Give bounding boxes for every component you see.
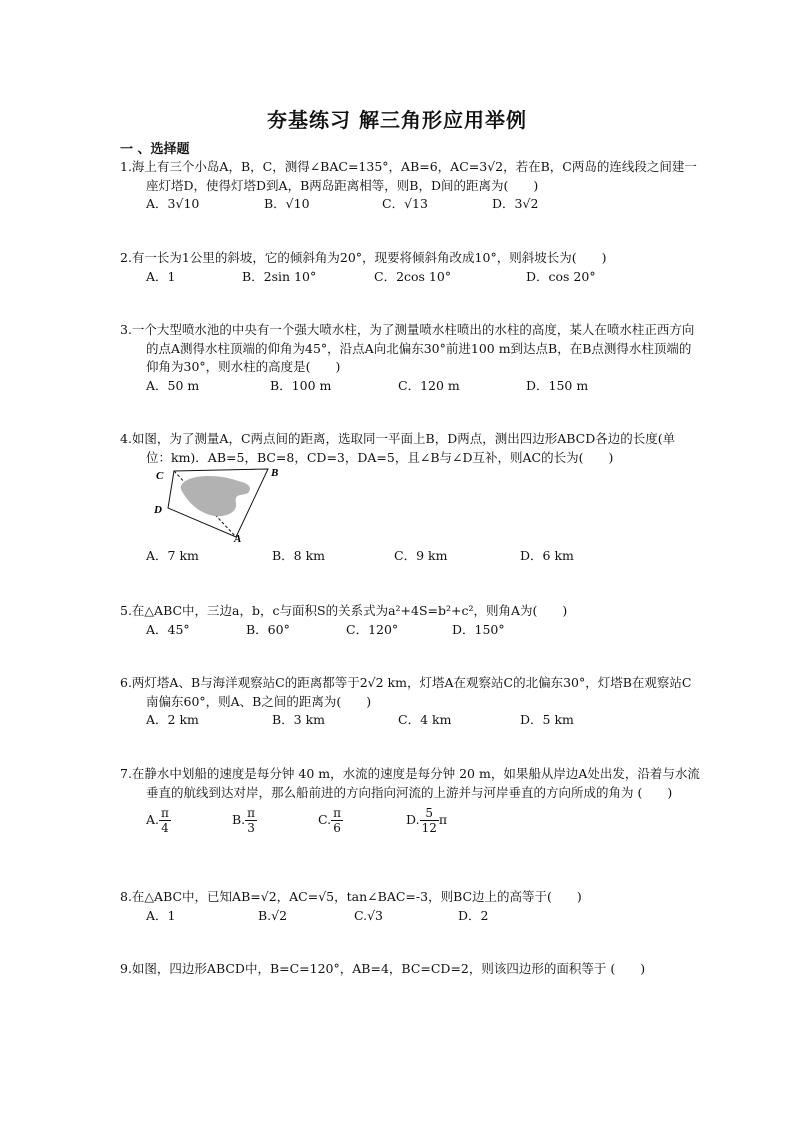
option-c: C.√3: [354, 907, 384, 923]
option-c: [318, 806, 343, 835]
fraction-numerator: π: [247, 806, 256, 820]
page-title: 夯基练习 解三角形应用举例: [267, 108, 527, 132]
options-row: [146, 377, 700, 395]
options-row: [146, 907, 700, 925]
section-heading: 一 、选择题: [120, 142, 190, 157]
option-a: A．1: [146, 268, 176, 284]
options-row: [146, 806, 700, 840]
label-b: B: [271, 467, 279, 479]
fraction-denominator: 12: [421, 821, 437, 835]
fraction-denominator: 3: [247, 821, 255, 835]
fraction: [245, 806, 257, 835]
question-stem: 8.在△ABC中，已知AB=√2，AC=√5，tan∠BAC=-3，则BC边上的高等于( ): [120, 889, 582, 904]
option-b: B.√2: [258, 907, 288, 923]
options-row: [146, 711, 700, 729]
question-stem: 3.一个大型喷水池的中央有一个强大喷水柱，为了测量喷水柱喷出的水柱的高度，某人在喷水柱正西方向的点A测得水柱顶端的仰角为45°，沿点A向北偏东30°前进100 m到达点B，在B点测得水柱顶端的仰角为30°，则水柱的高度是( ): [120, 322, 695, 374]
option-c: C．2cos 10°: [374, 268, 452, 284]
fraction: [331, 806, 343, 835]
options-row: [146, 621, 700, 639]
question-4-options: [120, 547, 700, 565]
option-d: [406, 806, 447, 835]
question-1: [120, 158, 700, 213]
option-letter: C.: [318, 812, 332, 827]
option-b: B．2sin 10°: [242, 268, 317, 284]
question-stem: 9.如图，四边形ABCD中，B=C=120°，AB=4，BC=CD=2，则该四边形的面积等于 ( ): [120, 961, 646, 976]
option-b: [232, 806, 257, 835]
option-d: D．6 km: [520, 548, 574, 563]
question-5: [120, 602, 700, 639]
label-c: C: [156, 470, 164, 482]
pond-shape: [181, 476, 250, 516]
option-c: C．120 m: [398, 377, 460, 393]
fraction: [159, 806, 171, 835]
option-letter: A.: [146, 812, 160, 827]
fraction-numerator: π: [333, 806, 341, 820]
option-b: B．√10: [264, 196, 310, 211]
option-b: B．100 m: [270, 377, 332, 393]
option-a: A．50 m: [146, 377, 200, 393]
question-stem: 2.有一长为1公里的斜坡，它的倾斜角为20°，现要将倾斜角改成10°，则斜坡长为( ): [120, 250, 607, 265]
option-a: [146, 806, 171, 835]
question-9: [120, 960, 700, 979]
question-7: [120, 765, 700, 840]
quadrilateral-figure: [148, 463, 288, 543]
fraction-numerator: 5: [420, 806, 439, 821]
option-c: C．√13: [382, 196, 428, 211]
option-d: D．cos 20°: [526, 268, 596, 284]
fraction-suffix: π: [438, 812, 448, 827]
option-letter: B.: [232, 812, 246, 827]
question-4: [120, 430, 700, 467]
option-a: A．3√10: [146, 196, 200, 211]
fraction-denominator: 4: [161, 821, 169, 835]
option-d: D．3√2: [492, 196, 539, 211]
question-2: [120, 249, 700, 286]
option-a: A．1: [146, 907, 176, 923]
question-stem: 4.如图，为了测量A，C两点间的距离，选取同一平面上B，D两点，测出四边形ABCD各边的长度(单位：km)．AB=5，BC=8，CD=3，DA=5，且∠B与∠D互补，则AC的长为( ): [120, 431, 676, 465]
question-stem: 1.海上有三个小岛A，B，C，测得∠BAC=135°，AB=6，AC=3√2，若在B，C两岛的连线段之间建一座灯塔D，使得灯塔D到A，B两岛距离相等，则B，D间的距离为( ): [120, 159, 697, 193]
option-b: B．8 km: [272, 548, 326, 563]
question-stem: 7.在静水中划船的速度是每分钟 40 m，水流的速度是每分钟 20 m，如果船从岸边A处出发，沿着与水流垂直的航线到达对岸，那么船前进的方向指向河流的上游并与河岸垂直的方向所成的角为 ( ): [120, 766, 700, 800]
fraction-numerator: π: [161, 806, 169, 820]
option-c: C．4 km: [398, 712, 452, 727]
label-a: A: [234, 533, 242, 543]
options-row: [146, 268, 700, 286]
question-stem: 6.两灯塔A、B与海洋观察站C的距离都等于2√2 km，灯塔A在观察站C的北偏东30°，灯塔B在观察站C南偏东60°，则A、B之间的距离为( ): [120, 675, 692, 709]
option-a: A．7 km: [146, 548, 199, 563]
option-b: B．3 km: [272, 712, 326, 727]
option-a: A．45°: [146, 621, 190, 637]
options-row: [146, 195, 700, 213]
option-b: B．60°: [246, 621, 290, 637]
question-6: [120, 674, 700, 729]
fraction: [420, 806, 439, 835]
question-3: [120, 321, 700, 395]
label-d: D: [154, 504, 162, 516]
question-8: [120, 888, 700, 925]
option-d: D．2: [458, 907, 489, 923]
option-letter: D.: [406, 812, 420, 827]
options-row: [146, 547, 700, 565]
option-d: D．150°: [452, 621, 505, 637]
option-c: C．120°: [346, 621, 399, 637]
option-c: C．9 km: [394, 548, 448, 563]
option-d: D．5 km: [520, 712, 574, 727]
question-stem: 5.在△ABC中，三边a，b，c与面积S的关系式为a²+4S=b²+c²，则角A为( ): [120, 603, 568, 618]
fraction-denominator: 6: [333, 821, 341, 835]
option-a: A．2 km: [146, 712, 199, 727]
option-d: D．150 m: [526, 377, 589, 393]
